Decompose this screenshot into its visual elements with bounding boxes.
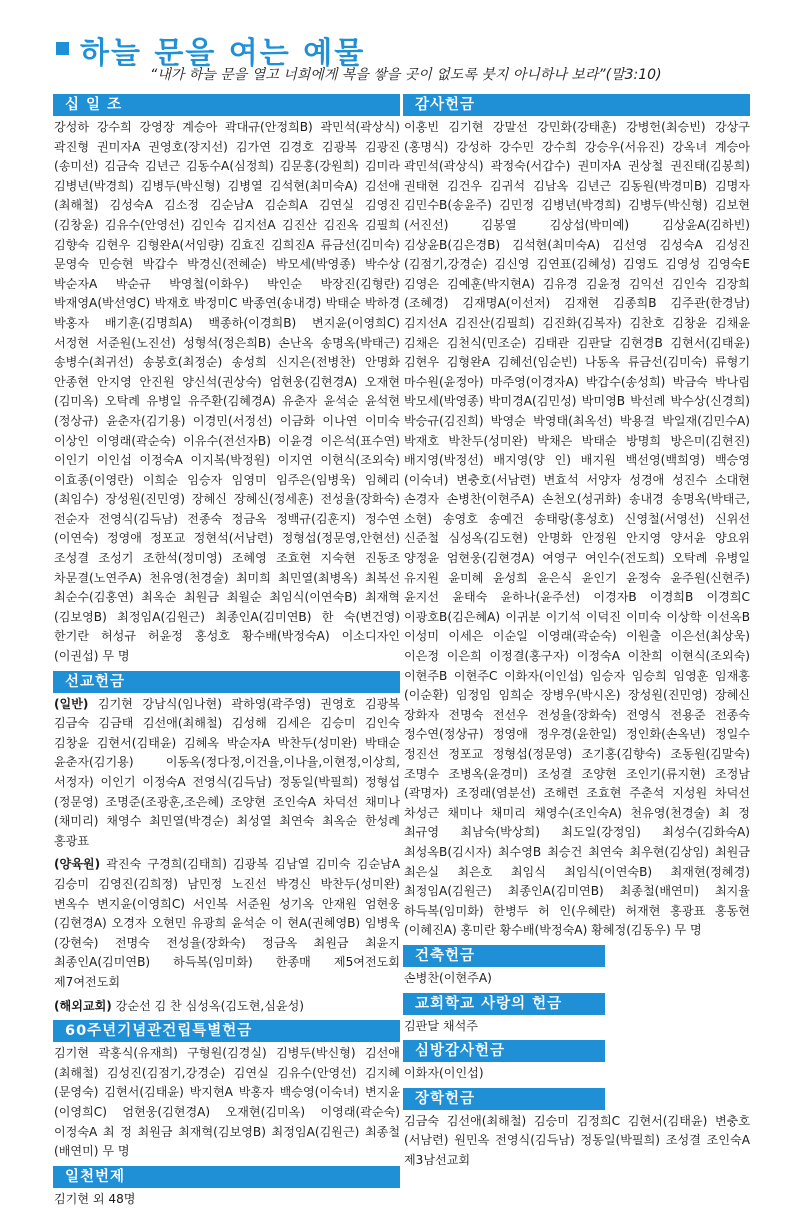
mission-nurture-donors — [54, 855, 400, 992]
right-column — [403, 90, 750, 1175]
building-donor-list: 손병찬(이현주A) — [404, 970, 492, 985]
thanksgiving-donor-list: 이홍빈 김기현 강말선 강민화(강태훈) 강병헌(최승빈) 강상구(홍명식) 강성하 강수민 강수희 강승우(서유진) 강옥녀 계승아 곽민석(곽상식) 곽정숙(서갑수) 권미자A 권상철 권진태(김봉희) 권태현 김건우 김귀석 김남옥 김년근 김동원(박경미B) 김명자 김민수B(송윤주) 김민정 김병년(박경희) 김병두(박신형) 김보현(서진선) 김봉열 김상섭(박미예) 김상윤A(김하빈) 김상윤B(김은경B) 김석현(최미숙A) 김선영 김성숙A 김성진(김점기,강경순) 김신영 김연표(김혜성) 김영도 김영성 김영숙E 김영은 김예훈(박지현A) 김유경 김윤정 김익선 김인숙 김장희(조혜경) 김재명A(이선저) 김재현 김종희B 김주관(한경남) 김지선A 김진산(김필희) 김진화(김복자) 김찬호 김창윤 김채윤 김채은 김천식(민조순) 김태관 김판달 김현경B 김현서(김태윤) 김현우 김형완A 김혜선(임순빈) 나동옥 류금선(김미숙) 류형기 마수원(윤정아) 마주영(이경자A) 박갑수(송성희) 박금숙 박나림 박모세(박영종) 박미경A(김민성) 박미영B 박선례 박수상(신경희) 박승규(김진희) 박영순 박영태(최옥선) 박용걸 박일재(김민수A) 박재호 박찬두(성미완) 박채은 박태순 방명희 방은미(김현진) 배지영(박정선) 배지영(양 인) 배지원 백선영(백희영) 백승영(이숙녀) 변충호(서남련) 변효석 서양자 성경애 성진수 소대현 손경자 손병찬(이현주A) 손천오(성귀화) 송내경 송명옥(박태근,소현) 송영호 송예건 송태랑(홍성호) 신영철(서영선) 신위선 신준철 심성옥(김도현) 안명화 안정원 안지영 양서윤 양요위 양정윤 엄현웅(김현경A) 여영구 여인수(전도희) 오탁례 유병일 유지원 윤미혜 윤성희 윤은식 윤인기 윤정숙 윤주원(신현주) 윤지선 윤태숙 윤하나(윤주선) 이경자B 이경희B 이경희C 이광호B(김은혜A) 이귀분 이기석 이덕진 이미숙 이상학 이선옥B 이성미 이세은 이순일 이영래(곽순숙) 이원출 이은선(최상욱) 이은정 이은희 이정결(홍구자) 이정숙A 이찬희 이현식(조외숙) 이현주B 이현주C 이화자(이인섭) 임승자 임승희 임영훈 임재홍(이순환) 임정임 임희순 장병우(박시온) 장성원(진민영) 장혜신 장화자 전명숙 전선우 전성율(장화숙) 전영식 전용준 전종숙 정수연(정상규) 정영애 정우경(윤한일) 정인화(손옥년) 정일수 정진선 정포교 정형섭(정문영) 조기홍(김향숙) 조동원(김말숙) 조명수 조병옥(윤경미) 조성결 조양현 조인기(류지현) 조정남(곽명자) 조정래(염분선) 조해련 조효현 주춘석 지성원 차덕선 차성근 채미나 채미리 채영수(조인숙A) 천유영(천경술) 최 정 최규영 최남숙(박상희) 최도일(강정임) 최성수(김화숙A) 최성옥B(김시자) 최수영B 최승건 최연숙 최우현(김상임) 최원금 최은실 최은호 최임식 최임식(이연숙B) 최재현(정혜경) 최정임A(김원근) 최종인A(김미연B) 최종철(배연미) 최지율 하득복(임미화) 한병두 허 인(우혜란) 허재현 홍광표 홍동현(이혜진A) 홍미란 황수배(박정숙A) 황혜정(김동우) 무 명 — [404, 120, 750, 938]
church-school-donor-list: 김판달 채석주 — [404, 1018, 478, 1033]
mission-overseas-donors — [54, 997, 400, 1017]
visitation-donor-list: 이화자(이인섭) — [404, 1066, 484, 1081]
mission-general-list: 김기현 강남식(임나현) 곽하영(곽주영) 권영호 김광복 김금숙 김금태 김선애(최해철) 김성해 김세은 김승미 김인숙 김창윤 김현서(김태윤) 김혜옥 박순자A 박찬두(성미완) 박태순 윤춘자(김기용) 이동옥(정다정,이건율,이나율,이현정,이상희,서정자) 이인기 이정숙A 전영식(김득남) 정동일(박필희) 정형섭(정문영) 조명준(조광훈,조은혜) 조양현 조인숙A 차덕선 채미나(채미리) 채영수 최민열(박경순) 최성열 최연숙 최옥순 한성례 홍광표 — [54, 696, 400, 848]
section-heading-church-school: 교회학교 사랑의 헌금 — [403, 993, 605, 1015]
section-heading-visitation: 심방감사헌금 — [403, 1040, 605, 1062]
section-heading-tithe: 십 일 조 — [53, 94, 400, 116]
section-heading-scholarship: 장학헌금 — [403, 1088, 605, 1110]
section-heading-mission: 선교헌금 — [53, 671, 400, 693]
mission-nurture-label: (양육원) — [54, 857, 101, 872]
page-title: 하늘 문을 여는 예물 — [80, 36, 366, 71]
section-heading-building: 건축헌금 — [403, 945, 605, 967]
section-heading-thousand-offering: 일천번제 — [53, 1166, 400, 1188]
scripture-verse: “내가 하늘 문을 열고 너희에게 복을 쌓을 곳이 없도록 붓지 아니하나 보라”(말3:10) — [150, 67, 662, 83]
scholarship-donor-list: 김금숙 김선애(최해철) 김승미 김정희C 김현서(김태윤) 변충호(서남련) 원민옥 전영식(김득남) 정동일(박필희) 조성결 조인숙A 제3남선교회 — [404, 1113, 750, 1167]
page-header — [0, 0, 800, 96]
mission-overseas-label: (해외교회) — [54, 998, 112, 1013]
tithe-donor-list: 강성하 강수희 강영장 계승아 곽대규(안정희B) 곽민석(곽상식) 곽진형 권미자A 권영호(장지선) 김가연 김경호 김광복 김광진(송미선) 김금숙 김년근 김동수A(심정희) 김문홍(강원희) 김미라 김병년(박경희) 김병두(박신형) 김병열 김석현(최미숙A) 김선애(최해철) 김성숙A 김소정 김순남A 김순희A 김연실 김영진(김창윤) 김유수(안영선) 김인숙 김지선A 김진산 김진옥 김필희 김향숙 김현우 김형완A(서임량) 김효진 김희진A 류금선(김미숙) 문영숙 민승현 박갑수 박경신(전혜순) 박모세(박영종) 박수상 박순자A 박순규 박영철(이화우) 박인순 박장진(김형란) 박재영A(박선영C) 박재호 박정미C 박종연(송내경) 박태순 박하경 박홍자 배기훈(김명희A) 백종하(이경희B) 변지윤(이영희C) 서정현 서준원(노진선) 성형석(정은희B) 손난옥 송명옥(박태근) 송병수(최귀선) 송봉호(최정순) 송성희 신지은(전병찬) 안명화 안종현 안지영 안진원 양신석(권상숙) 엄현웅(김현경A) 오재현(김미옥) 오탁례 유병일 유주환(김혜경A) 유춘자 윤석순 윤석현(정상규) 윤춘자(김기용) 이경민(서정선) 이금화 이나연 이미숙 이상인 이영래(곽순숙) 이유수(전선자B) 이윤경 이은석(표수연) 이인기 이인섭 이정숙A 이지복(박정원) 이지연 이현식(조외숙) 이효종(이영란) 이희순 임승자 임영미 임주은(임병욱) 임혜리(최임수) 장성원(진민영) 장혜신 장혜신(정세훈) 전성율(장화숙) 전순자 전영식(김득남) 전종숙 정금옥 정백규(김훈지) 정수연(이연숙) 정영애 정포교 정현석(서남련) 정형섭(정문영,안현선) 조성결 조성기 조한석(정미영) 조혜영 조효현 지숙현 진동조 차문결(노연주A) 천유영(천경술) 최미희 최민열(최병옥) 최복선 최순수(김홍연) 최옥순 최원금 최월순 최임식(이연숙B) 최재혁(김보영B) 최정임A(김원근) 최종인A(김미연B) 한 숙(변건영) 한기란 허성규 허윤정 홍성호 황수배(박정숙A) 이소디자인(이권섭) 무 명 — [54, 120, 400, 664]
square-bullet-icon — [56, 42, 69, 55]
mission-overseas-list: 강순선 김 찬 심성옥(김도현,심윤성) — [111, 998, 305, 1013]
thousand-offering-text: 김기현 외 48명 — [54, 1191, 136, 1206]
section-heading-thanksgiving: 감사헌금 — [403, 94, 750, 116]
left-column — [53, 90, 400, 1213]
mission-general-label: (일반) — [54, 696, 89, 711]
mission-nurture-list: 곽진숙 구경희(김태희) 김광복 김남열 김미숙 김순남A 김승미 김영진(김희정) 남민정 노진선 박경신 박찬두(성미완) 변옥수 변지윤(이영희C) 서인복 서준원 성기옥 안재원 엄현웅(김현경A) 오경자 오현민 유광희 윤석순 이 현A(권혜영B) 임병욱(강현숙) 전명숙 전성율(장화숙) 정금옥 최원금 최윤지 최종인A(김미연B) 하득복(임미화) 한종매 제5여전도회 제7여전도회 — [54, 857, 400, 989]
section-heading-60th-anniversary: 60주년기념관건립특별헌금 — [53, 1020, 400, 1042]
anniversary-donor-list: 김기현 곽홍식(유재희) 구형원(김경실) 김병두(박신형) 김선애(최해철) 김성진(김점기,강경순) 김연실 김유수(안영선) 김지혜(문영숙) 김현서(김태윤) 박지현A 박홍자 백승영(이숙녀) 변지윤(이영희C) 엄현웅(김현경A) 오재현(김미옥) 이영래(곽순숙) 이정숙A 최 정 최원금 최재혁(김보영B) 최정임A(김원근) 최종철(배연미) 무 명 — [54, 1046, 400, 1159]
mission-general-donors — [54, 695, 400, 852]
